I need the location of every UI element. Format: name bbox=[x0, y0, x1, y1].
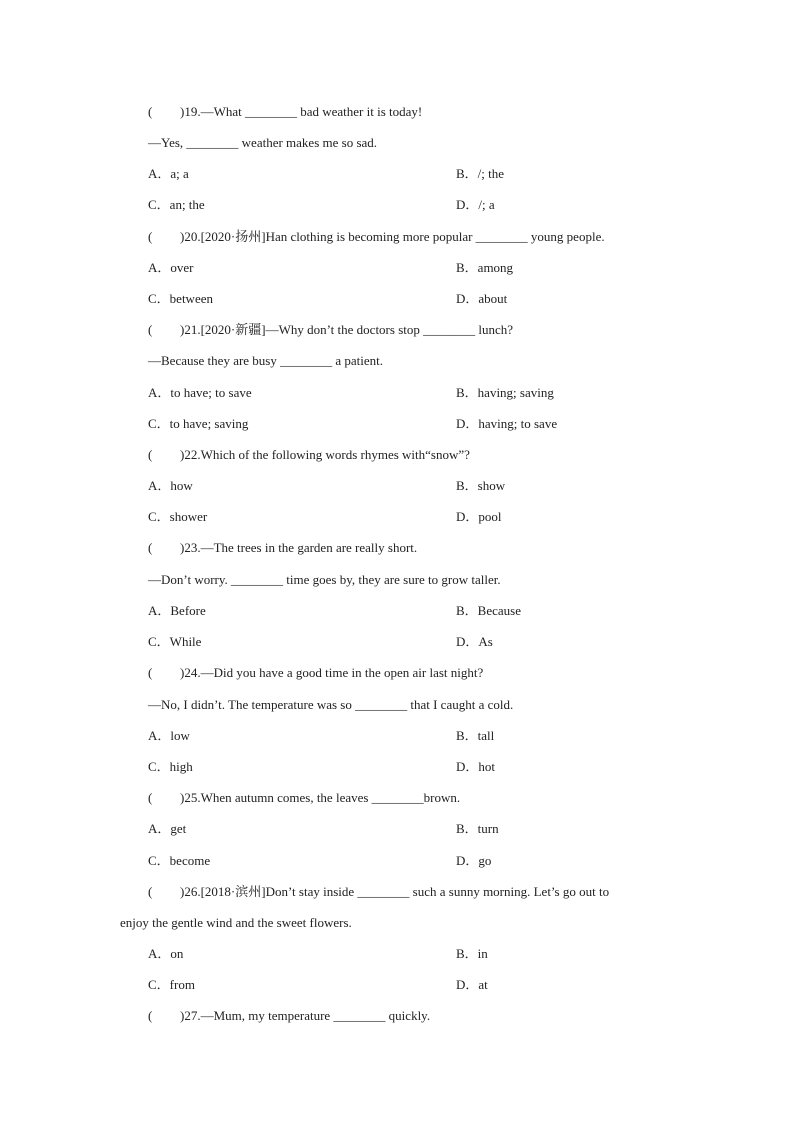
question-text: )27.—Mum, my temperature ________ quickly. bbox=[180, 1008, 431, 1023]
option-d[interactable]: D．As bbox=[456, 634, 493, 649]
option-b[interactable]: B．in bbox=[456, 946, 488, 961]
question-text: )23.—The trees in the garden are really short. bbox=[180, 540, 418, 555]
answer-bracket[interactable]: ( bbox=[148, 540, 153, 555]
question-text: )19.—What ________ bad weather it is today! bbox=[180, 104, 423, 119]
option-d[interactable]: D．/; a bbox=[456, 197, 495, 212]
question-23 bbox=[148, 540, 417, 556]
question-text: )25.When autumn comes, the leaves ________brown. bbox=[180, 790, 461, 805]
question-19 bbox=[148, 104, 422, 120]
option-b[interactable]: B．Because bbox=[456, 603, 521, 618]
question-20 bbox=[148, 229, 605, 245]
question-23-reply: —Don’t worry. ________ time goes by, they are sure to grow taller. bbox=[148, 572, 501, 587]
question-21 bbox=[148, 322, 513, 338]
question-26 bbox=[148, 884, 609, 900]
answer-bracket[interactable]: ( bbox=[148, 447, 153, 462]
question-22 bbox=[148, 447, 470, 463]
question-24-reply: —No, I didn’t. The temperature was so ________ that I caught a cold. bbox=[148, 697, 514, 712]
option-a[interactable]: A．Before bbox=[148, 603, 206, 618]
option-a[interactable]: A．over bbox=[148, 260, 194, 275]
question-27 bbox=[148, 1008, 430, 1024]
option-c[interactable]: C．become bbox=[148, 853, 211, 868]
option-c[interactable]: C．high bbox=[148, 759, 193, 774]
option-c[interactable]: C．an; the bbox=[148, 197, 205, 212]
question-25 bbox=[148, 790, 460, 806]
option-d[interactable]: D．pool bbox=[456, 509, 502, 524]
option-d[interactable]: D．at bbox=[456, 977, 488, 992]
question-19-reply: —Yes, ________ weather makes me so sad. bbox=[148, 135, 378, 150]
option-b[interactable]: B．turn bbox=[456, 821, 499, 836]
answer-bracket[interactable]: ( bbox=[148, 884, 153, 899]
option-c[interactable]: C．to have; saving bbox=[148, 416, 249, 431]
option-a[interactable]: A．how bbox=[148, 478, 193, 493]
option-a[interactable]: A．to have; to save bbox=[148, 385, 252, 400]
option-c[interactable]: C．While bbox=[148, 634, 202, 649]
option-b[interactable]: B．show bbox=[456, 478, 506, 493]
option-d[interactable]: D．go bbox=[456, 853, 492, 868]
answer-bracket[interactable]: ( bbox=[148, 229, 153, 244]
option-b[interactable]: B．tall bbox=[456, 728, 495, 743]
option-b[interactable]: B．among bbox=[456, 260, 514, 275]
option-c[interactable]: C．from bbox=[148, 977, 195, 992]
option-a[interactable]: A．get bbox=[148, 821, 187, 836]
option-d[interactable]: D．having; to save bbox=[456, 416, 558, 431]
question-26-continued: enjoy the gentle wind and the sweet flowers. bbox=[120, 915, 352, 930]
option-c[interactable]: C．between bbox=[148, 291, 213, 306]
option-d[interactable]: D．about bbox=[456, 291, 508, 306]
answer-bracket[interactable]: ( bbox=[148, 665, 153, 680]
option-d[interactable]: D．hot bbox=[456, 759, 496, 774]
question-text: )22.Which of the following words rhymes with“snow”? bbox=[180, 447, 470, 462]
question-text: )21.[2020·新疆]—Why don’t the doctors stop ________ lunch? bbox=[180, 322, 514, 337]
answer-bracket[interactable]: ( bbox=[148, 790, 153, 805]
option-a[interactable]: A．a; a bbox=[148, 166, 189, 181]
question-24 bbox=[148, 665, 483, 681]
question-21-reply: —Because they are busy ________ a patient. bbox=[148, 353, 384, 368]
question-text: )20.[2020·扬州]Han clothing is becoming more popular ________ young people. bbox=[180, 229, 605, 244]
question-text: )26.[2018·滨州]Don’t stay inside ________ such a sunny morning. Let’s go out to bbox=[180, 884, 610, 899]
answer-bracket[interactable]: ( bbox=[148, 104, 153, 119]
question-text: )24.—Did you have a good time in the open air last night? bbox=[180, 665, 484, 680]
option-b[interactable]: B．having; saving bbox=[456, 385, 554, 400]
option-a[interactable]: A．on bbox=[148, 946, 184, 961]
option-b[interactable]: B．/; the bbox=[456, 166, 505, 181]
answer-bracket[interactable]: ( bbox=[148, 1008, 153, 1023]
option-a[interactable]: A．low bbox=[148, 728, 190, 743]
answer-bracket[interactable]: ( bbox=[148, 322, 153, 337]
option-c[interactable]: C．shower bbox=[148, 509, 208, 524]
